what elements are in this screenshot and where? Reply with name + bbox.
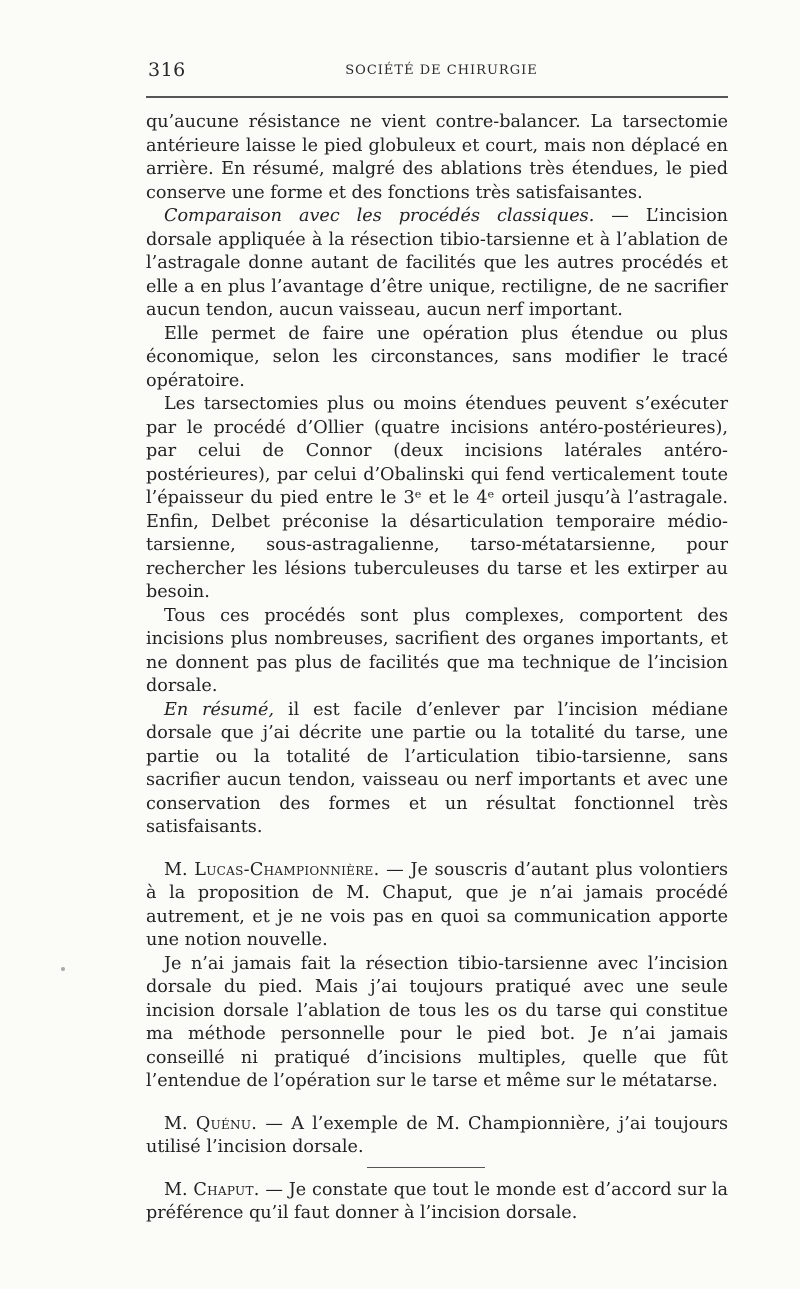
paragraph-continuation: qu’aucune résistance ne vient contre-balancer. La tarsectomie antérieure laisse le pied globuleux et court, mais non déplacé en arrière. En résumé, malgré des ablations très étendues, le pied conserve une forme et des fonctions très satisfaisantes.	[146, 112, 728, 203]
italic-lead: En résumé,	[164, 699, 274, 720]
speaker-title: M.	[164, 1179, 194, 1200]
paragraph-comparaison	[146, 205, 728, 323]
paragraph-resume	[146, 699, 728, 840]
speaker-title: M.	[164, 859, 195, 880]
discussion-lucas-championniere	[146, 859, 728, 953]
speech-text: — Je souscris d’autant plus volontiers à la proposition de M. Chaput, que je n’ai jamais procédé autrement, et je ne vois pas en quoi sa communication apporte une notion nouvelle.	[146, 859, 729, 950]
header-rule	[146, 96, 728, 98]
speech-text: — A l’exemple de M. Championnière, j’ai toujours utilisé l’incision dorsale.	[146, 1113, 729, 1157]
paragraph-text: il est facile d’enlever par l’incision médiane dorsale que j’ai décrite une partie ou la totalité du tarse, une partie ou la totalité de l’articulation tibio-tarsienne, sans sacrifier aucun tendon, vaisseau ou nerf importants et avec une conservation des formes et un résultat fonctionnel très satisfaisants.	[146, 699, 728, 837]
paragraph: Elle permet de faire une opération plus étendue ou plus économique, selon les circonstances, sans modifier le tracé opératoire.	[146, 323, 728, 391]
page-number: 316	[148, 59, 186, 81]
paragraph: Je n’ai jamais fait la résection tibio-tarsienne avec l’incision dorsale du pied. Mais j’ai toujours pratiqué avec une seule incision dorsale l’ablation de tous les os du tarse qui constitue ma méthode personnelle pour le pied bot. Je n’ai jamais conseillé ni pratiqué d’incisions multiples, quelle que fût l’entendue de l’opération sur le tarse et même sur le métatarse.	[146, 953, 728, 1091]
paragraph: Tous ces procédés sont plus complexes, comportent des incisions plus nombreuses, sacrifient des organes importants, et ne donnent pas plus de facilités que ma technique de l’incision dorsale.	[146, 605, 728, 696]
speech-text: — Je constate que tout le monde est d’accord sur la préférence qu’il faut donner à l’incision dorsale.	[146, 1179, 729, 1223]
paper-speck	[61, 967, 65, 971]
speaker-name: Lucas-Championnière.	[194, 859, 380, 880]
end-rule	[367, 1167, 485, 1168]
running-title: SOCIÉTÉ DE CHIRURGIE	[345, 63, 538, 78]
speaker-name: Quénu.	[195, 1113, 258, 1134]
discussion-chaput	[146, 1179, 728, 1226]
paragraph-text: — L’incision dorsale appliquée à la résection tibio-tarsienne et à l’ablation de l’astragale donne autant de facilités que les autres procédés et elle a en plus l’avantage d’être unique, rectiligne, de ne sacrifier aucun tendon, aucun vaisseau, aucun nerf important.	[146, 206, 728, 320]
body-text	[146, 111, 728, 1226]
paragraph: Les tarsectomies plus ou moins étendues peuvent s’exécuter par le procédé d’Ollier (quatre incisions antéro-postérieures), par celui de Connor (deux incisions latérales antéro-postérieures), par celui d’Obalinski qui fend verticalement toute l’épaisseur du pied entre le 3ᵉ et le 4ᵉ orteil jusqu’à l’astragale. Enfin, Delbet préconise la désarticulation temporaire médio-tarsienne, sous-astragalienne, tarso-métatarsienne, pour rechercher les lésions tuberculeuses du tarse et les extirper au besoin.	[146, 394, 728, 602]
speaker-name: Chaput.	[193, 1179, 260, 1200]
speaker-title: M.	[164, 1113, 196, 1134]
discussion-quenu	[146, 1113, 728, 1160]
section-heading-italic: Comparaison avec les procédés classiques.	[164, 206, 595, 226]
